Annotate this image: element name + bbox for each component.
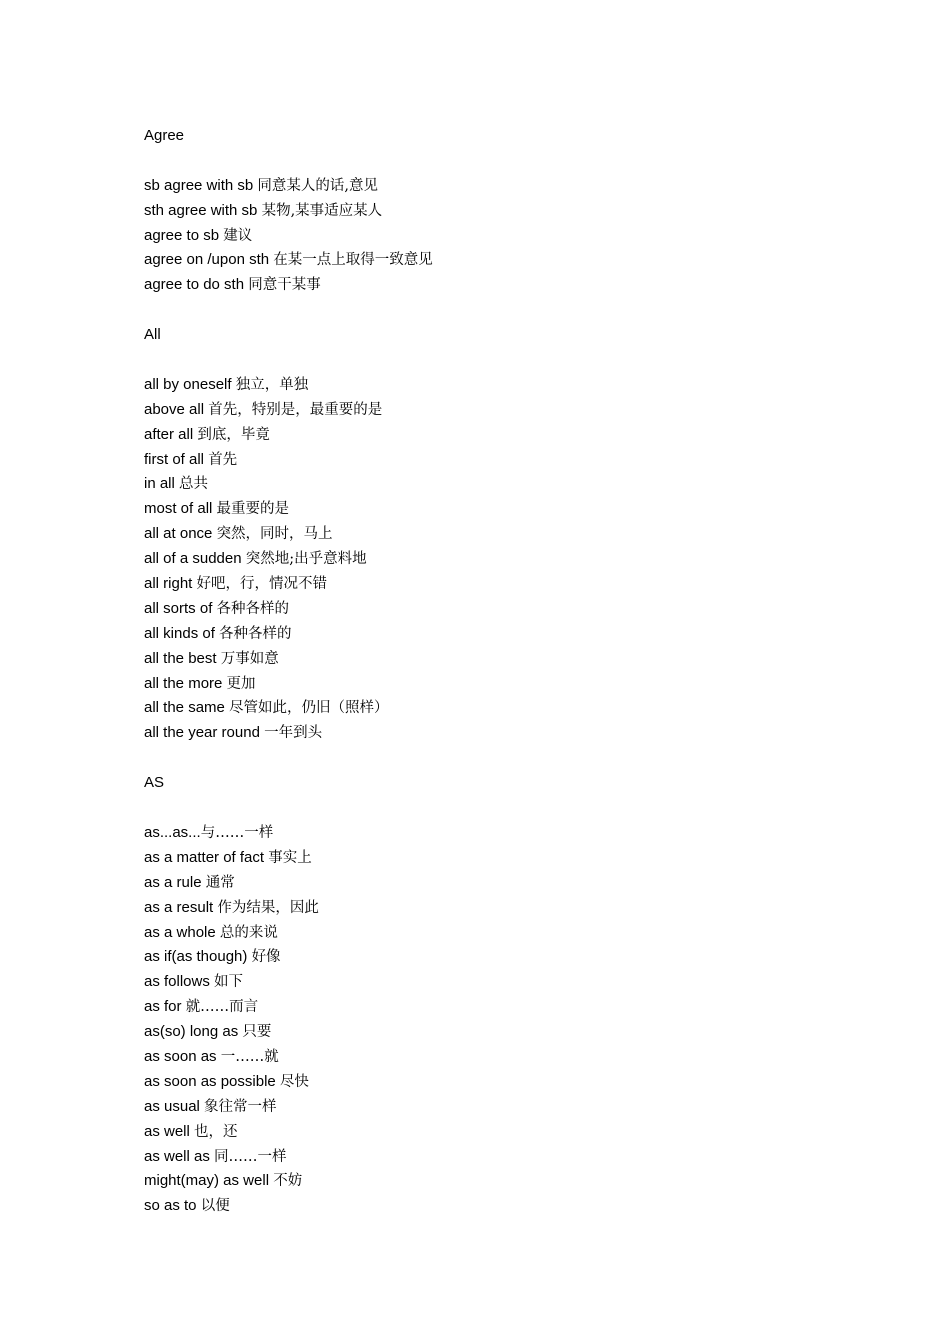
spacer: [144, 746, 904, 771]
phrase-entry: [144, 672, 904, 697]
entry-list: [144, 373, 904, 746]
phrase-english: all the best: [144, 649, 217, 667]
phrase-english: agree on /upon sth: [144, 251, 270, 269]
phrase-entry: [144, 273, 904, 298]
phrase-entry: [144, 647, 904, 672]
phrase-entry: [144, 945, 904, 970]
phrase-entry: [144, 224, 904, 249]
phrase-english: agree to sb: [144, 226, 220, 244]
phrase-chinese: 独立，单独: [235, 376, 309, 393]
phrase-chinese: 在某一点上取得一致意见: [273, 252, 433, 269]
phrase-english: all by oneself: [144, 375, 232, 393]
phrase-english: after all: [144, 425, 194, 443]
phrase-entry: [144, 871, 904, 896]
phrase-english: most of all: [144, 500, 213, 518]
phrase-entry: [144, 572, 904, 597]
phrase-entry: [144, 1045, 904, 1070]
phrase-english: agree to do sth: [144, 276, 245, 294]
phrase-chinese: 一……就: [220, 1048, 279, 1065]
section-heading: AS: [144, 774, 165, 792]
phrase-english: as well as: [144, 1147, 210, 1165]
phrase-english: as(so) long as: [144, 1023, 239, 1041]
phrase-entry: [144, 423, 904, 448]
phrase-entry: [144, 1020, 904, 1045]
phrase-entry: [144, 622, 904, 647]
phrase-english: all at once: [144, 525, 213, 543]
phrase-chinese: 首先，特别是，最重要的是: [208, 401, 383, 418]
section-all: [144, 323, 904, 771]
phrase-english: above all: [144, 400, 205, 418]
phrase-english: sb agree with sb: [144, 176, 254, 194]
document-page: [144, 124, 904, 1219]
entry-list: [144, 821, 904, 1219]
phrase-entry: [144, 472, 904, 497]
phrase-chinese: 只要: [242, 1024, 272, 1041]
section-as: [144, 771, 904, 1219]
phrase-english: as follows: [144, 973, 210, 991]
phrase-entry: [144, 846, 904, 871]
phrase-chinese: 好吧，行，情况不错: [196, 576, 328, 593]
phrase-english: as well: [144, 1122, 190, 1140]
phrase-entry: [144, 821, 904, 846]
phrase-entry: [144, 174, 904, 199]
phrase-english: as a result: [144, 898, 214, 916]
phrase-entry: [144, 1194, 904, 1219]
phrase-english: all the more: [144, 674, 223, 692]
phrase-english: as usual: [144, 1097, 200, 1115]
phrase-entry: [144, 921, 904, 946]
entry-list: [144, 174, 904, 298]
phrase-chinese: 事实上: [268, 849, 312, 866]
section-heading: Agree: [144, 127, 185, 144]
phrase-entry: [144, 696, 904, 721]
phrase-english: all sorts of: [144, 599, 213, 617]
phrase-entry: [144, 199, 904, 224]
phrase-english: all of a sudden: [144, 550, 242, 568]
phrase-chinese: 最重要的是: [216, 501, 290, 518]
spacer: [144, 149, 904, 174]
phrase-entry: [144, 970, 904, 995]
phrase-chinese: 一年到头: [264, 725, 323, 742]
phrase-chinese: 如下: [214, 974, 244, 991]
phrase-chinese: 通常: [205, 874, 235, 891]
phrase-chinese: 好像: [251, 949, 281, 966]
phrase-chinese: 不妨: [273, 1173, 303, 1190]
phrase-english: all kinds of: [144, 624, 215, 642]
phrase-entry: [144, 896, 904, 921]
phrase-entry: [144, 522, 904, 547]
phrase-english: as for: [144, 998, 182, 1016]
phrase-chinese: 各种各样的: [219, 625, 292, 642]
phrase-chinese: 以便: [200, 1198, 230, 1215]
phrase-english: might(may) as well: [144, 1172, 270, 1190]
phrase-english: first of all: [144, 450, 205, 468]
phrase-chinese: 象往常一样: [204, 1098, 277, 1115]
phrase-english: in all: [144, 475, 175, 493]
phrase-english: as...as...: [144, 823, 201, 841]
phrase-english: sth agree with sb: [144, 201, 258, 219]
phrase-entry: [144, 1070, 904, 1095]
phrase-entry: [144, 1145, 904, 1170]
phrase-chinese: 同意某人的话,意见: [257, 177, 379, 194]
phrase-chinese: 到底，毕竟: [197, 426, 270, 443]
phrase-chinese: 首先: [208, 451, 238, 468]
phrase-chinese: 与……一样: [200, 824, 274, 841]
phrase-entry: [144, 448, 904, 473]
spacer: [144, 298, 904, 323]
phrase-english: as a matter of fact: [144, 848, 265, 866]
phrase-chinese: 万事如意: [220, 650, 279, 667]
phrase-chinese: 作为结果，因此: [217, 899, 319, 916]
phrase-chinese: 同意干某事: [248, 277, 321, 294]
phrase-entry: [144, 721, 904, 746]
phrase-chinese: 突然，同时，马上: [216, 526, 333, 543]
phrase-entry: [144, 597, 904, 622]
phrase-entry: [144, 497, 904, 522]
phrase-entry: [144, 398, 904, 423]
phrase-english: as soon as: [144, 1047, 217, 1065]
phrase-entry: [144, 995, 904, 1020]
phrase-entry: [144, 248, 904, 273]
phrase-chinese: 建议: [223, 227, 253, 244]
phrase-chinese: 就……而言: [185, 999, 259, 1016]
section-heading: All: [144, 326, 161, 344]
spacer: [144, 348, 904, 373]
phrase-entry: [144, 1095, 904, 1120]
phrase-english: all the same: [144, 699, 225, 717]
phrase-chinese: 突然地;出乎意料地: [245, 551, 367, 568]
phrase-english: as soon as possible: [144, 1072, 276, 1090]
phrase-english: all the year round: [144, 724, 260, 742]
phrase-entry: [144, 1169, 904, 1194]
phrase-chinese: 总的来说: [219, 924, 278, 941]
phrase-chinese: 某物,某事适应某人: [261, 202, 383, 219]
phrase-english: so as to: [144, 1197, 197, 1215]
phrase-english: as if(as though): [144, 948, 248, 966]
phrase-entry: [144, 547, 904, 572]
phrase-entry: [144, 373, 904, 398]
phrase-chinese: 同……一样: [214, 1148, 287, 1165]
phrase-chinese: 各种各样的: [216, 600, 290, 617]
phrase-english: as a rule: [144, 873, 202, 891]
phrase-chinese: 尽快: [279, 1073, 309, 1090]
phrase-chinese: 更加: [226, 675, 256, 692]
phrase-english: as a whole: [144, 923, 216, 941]
phrase-chinese: 尽管如此，仍旧（照样）: [229, 700, 389, 717]
section-agree: [144, 124, 904, 323]
phrase-entry: [144, 1120, 904, 1145]
spacer: [144, 796, 904, 821]
phrase-chinese: 也，还: [194, 1123, 238, 1140]
phrase-english: all right: [144, 575, 193, 593]
phrase-chinese: 总共: [179, 476, 209, 493]
